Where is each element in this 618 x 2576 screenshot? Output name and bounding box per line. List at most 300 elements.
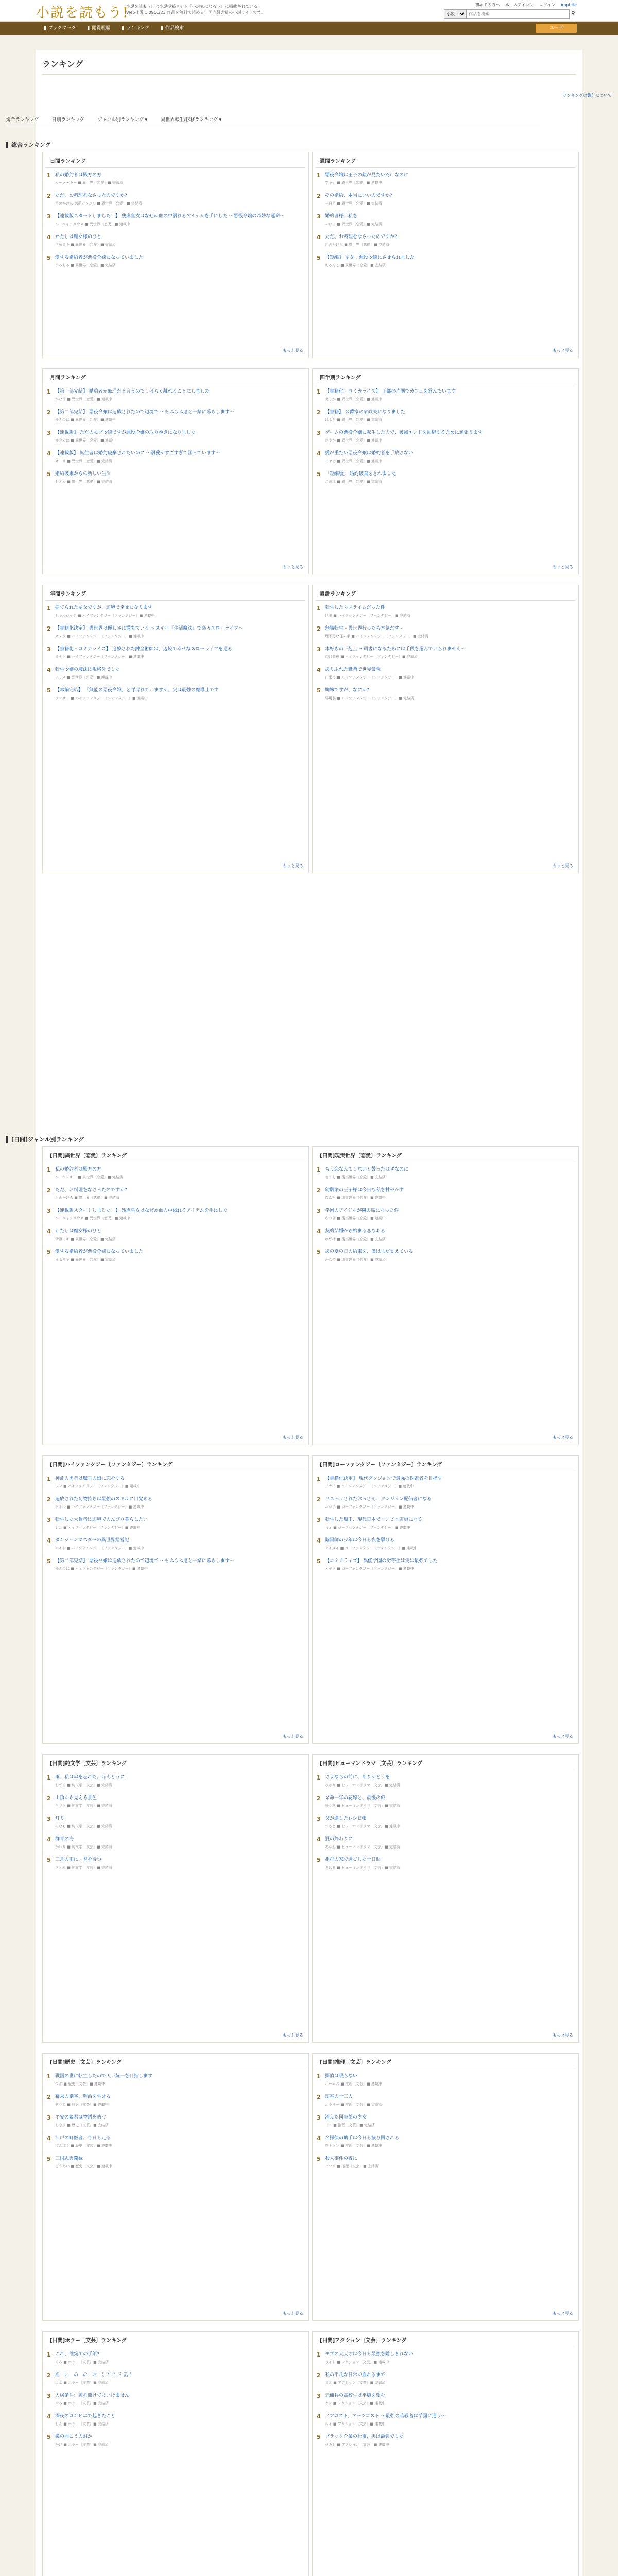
novel-title-link[interactable]: 【書籍化・コミカライズ】 追放された錬金術師は、辺境で幸せなスローライフを送る (55, 647, 232, 652)
top-link-1[interactable]: ホームアイコン (505, 3, 534, 7)
list-item (47, 1476, 304, 1489)
list-item (47, 1166, 304, 1180)
novel-meta: まるちゃ ■ 異世界〔恋愛〕■ 完結済 (55, 1258, 116, 1262)
ranking-list (43, 1471, 308, 1571)
novel-meta: ひなた ■ 現実世界〔恋愛〕■ 連載中 (325, 1196, 386, 1200)
novel-meta: ちゃんこ ■ 異世界〔恋愛〕■ 完結済 (325, 263, 386, 267)
list-item (317, 1795, 574, 1808)
novel-title-link[interactable]: 【連載版】 ただのモブ令嬢ですが悪役令嬢の取り巻きになりました (55, 430, 196, 435)
novel-meta: ゴロウ ■ ローファンタジー〔ファンタジー〕■ 連載中 (325, 1505, 414, 1509)
novel-title-link[interactable]: 鏡の向こうの誰か (55, 2434, 93, 2439)
rank-number: 3 (317, 1816, 321, 1822)
list-item (317, 388, 574, 402)
list-item (47, 2372, 304, 2385)
nav-label: ブックマーク (48, 26, 76, 31)
nav-search[interactable] (161, 22, 184, 35)
list-item (317, 234, 574, 247)
novel-title-link[interactable]: 捨てられた聖女ですが、辺境で幸せになります (55, 605, 153, 611)
novel-title-link[interactable]: 江戸の町医者、今日も走る (55, 2136, 111, 2141)
rank-number: 1 (47, 1166, 51, 1173)
novel-meta: かなで ■ 現実世界〔恋愛〕■ 完結済 (325, 1258, 386, 1262)
novel-title-link[interactable]: 私の婚約者は殿方の方 (55, 173, 102, 178)
ranking-box-title: 月間ランキング (46, 369, 305, 384)
novel-title-link[interactable]: 幕末の剣客、明治を生きる (55, 2094, 111, 2099)
novel-meta: ルーニャシリウス ■ 異世界〔恋愛〕■ 連載中 (55, 222, 130, 226)
ranking-box-title: [日間]ホラー〔文芸〕ランキング (46, 2332, 305, 2347)
rank-number: 5 (47, 471, 51, 478)
novel-meta: 馬場翁 ■ ハイファンタジー〔ファンタジー〕■ 完結済 (325, 696, 414, 700)
list-item (317, 1857, 574, 1870)
ranking-box (42, 1754, 309, 2043)
novel-title-link[interactable]: 【第二部完結】 悪役令嬢は追放されたので辺境で 〜もふもふ達と一緒に暮らします〜 (55, 410, 234, 415)
more-link[interactable]: もっと見る (553, 1734, 573, 1739)
ranking-list (43, 1770, 308, 1870)
novel-title-link[interactable]: さよならの前に、ありがとうを (325, 1775, 390, 1780)
novel-title-link[interactable]: 愛する婚約者が悪役令嬢になっていました (55, 1249, 144, 1255)
history-icon: ▮ (87, 26, 90, 31)
novel-title-link[interactable]: 父が遺したレシピ帳 (325, 1816, 367, 1821)
list-item (317, 1166, 574, 1180)
list-item (317, 213, 574, 227)
rank-number: 2 (47, 193, 51, 199)
rank-number: 4 (47, 667, 51, 673)
novel-title-link[interactable]: 【コミカライズ】 異能学園の劣等生は実は最強でした (325, 1558, 438, 1564)
nav-label: 閲覧履歴 (92, 26, 111, 31)
novel-title-link[interactable]: わたしは魔女様のひと (55, 1229, 102, 1234)
ranking-list (43, 384, 308, 484)
list-item (317, 646, 574, 659)
novel-title-link[interactable]: 余命一年の花嫁と、最後の旅 (325, 1795, 386, 1801)
novel-title-link[interactable]: ただ、お料理をなさったのですか? (325, 234, 397, 240)
rank-number: 2 (47, 2372, 51, 2379)
list-item (317, 667, 574, 680)
list-item (47, 687, 304, 701)
novel-meta: ゆきのは ■ ハイファンタジー〔ファンタジー〕■ 連載中 (55, 1567, 148, 1571)
page-title: ランキング (42, 59, 83, 69)
list-item (47, 213, 304, 227)
novel-meta: さとみ ■ 純文学〔文芸〕■ 完結済 (55, 1866, 112, 1870)
novel-title-link[interactable]: 元傭兵の高校生は平穏を望む (325, 2393, 386, 2398)
rank-number: 2 (47, 1187, 51, 1194)
list-item (317, 1476, 574, 1489)
ranking-box (312, 585, 579, 873)
ranking-box-title: [日間]異世界〔恋愛〕ランキング (46, 1147, 305, 1162)
novel-title-link[interactable]: 【連載版】 転生者は婚約破棄されたいのに 〜溺愛がすごすぎて困っています〜 (55, 451, 220, 456)
novel-meta: しずく ■ 純文学〔文芸〕■ 完結済 (55, 1783, 112, 1787)
novel-meta: かいり ■ 純文学〔文芸〕■ 完結済 (55, 1845, 112, 1849)
rank-number: 2 (47, 409, 51, 416)
novel-title-link[interactable]: 婚約者様、私を (325, 214, 358, 219)
list-item (47, 1774, 304, 1788)
menu-item-daily[interactable]: 日別ランキング (52, 117, 84, 123)
list-item (47, 1857, 304, 1870)
novel-title-link[interactable]: ゲームの悪役令嬢に転生したので、破滅エンドを回避するために頑張ります (325, 430, 483, 435)
novel-title-link[interactable]: 本好きの下剋上 〜司書になるためには手段を選んでいられません〜 (325, 647, 466, 652)
rank-number: 5 (47, 1857, 51, 1863)
rank-number: 2 (317, 1795, 321, 1802)
novel-title-link[interactable]: ブラック企業の社畜、実は最強でした (325, 2434, 404, 2439)
novel-title-link[interactable]: 名探偵の助手は今日も振り回される (325, 2136, 400, 2141)
top-link-2[interactable]: ログイン (539, 3, 556, 7)
more-link[interactable]: もっと見る (283, 2311, 303, 2316)
rank-number: 1 (317, 1774, 321, 1781)
more-link[interactable]: もっと見る (283, 348, 303, 353)
ranking-box-title: 週間ランキング (316, 152, 575, 168)
list-item (47, 450, 304, 464)
novel-meta: アオイ ■ ローファンタジー〔ファンタジー〕■ 連載中 (325, 1484, 414, 1488)
menu-item-overall[interactable]: 総合ランキング (6, 117, 39, 123)
novel-meta: アキナ ■ 異世界〔恋愛〕■ 連載中 (325, 181, 382, 185)
novel-meta: ゆきのは ■ 異世界〔恋愛〕■ 連載中 (55, 418, 116, 422)
novel-meta: ミナト ■ ハイファンタジー〔ファンタジー〕■ 連載中 (55, 655, 144, 659)
ranking-box (42, 585, 309, 873)
novel-title-link[interactable]: 戦国の世に転生したので天下統一を目指します (55, 2074, 153, 2079)
list-item (317, 471, 574, 484)
title-divider (42, 74, 576, 75)
novel-title-link[interactable]: 転生令嬢の魔法は規格外でした (55, 667, 121, 672)
novel-title-link[interactable]: 追放された荷物持ちは最強のスキルに目覚める (55, 1497, 152, 1502)
novel-title-link[interactable]: 【書籍】 公爵家の家政夫になりました (325, 410, 405, 415)
ranking-list (313, 384, 578, 484)
novel-title-link[interactable]: 陰陽師の少年は今日も夜を駆ける (325, 1538, 395, 1543)
novel-title-link[interactable]: 愛が重たい悪役令嬢は婚約者を手放さない (325, 451, 414, 456)
novel-title-link[interactable]: 転生したらスライムだった件 (325, 605, 385, 611)
nav-ranking[interactable] (122, 22, 149, 35)
rank-number: 2 (317, 2372, 321, 2379)
ranking-list (43, 2069, 308, 2169)
novel-title-link[interactable]: その婚約、本当にいいのですか? (325, 193, 392, 198)
novel-title-link[interactable]: あの夏の日の約束を、僕はまだ覚えている (325, 1249, 414, 1255)
rank-number: 1 (317, 1166, 321, 1173)
ranking-list (43, 2347, 308, 2447)
site-logo[interactable]: 小説を読もう! (36, 5, 129, 21)
novel-title-link[interactable]: 【書籍化決定】 異世界は優しさに満ちている 〜スキル『生活魔法』で楽々スローライフ〜 (55, 626, 244, 631)
list-item (317, 450, 574, 464)
novel-meta: 香月美夜 ■ ハイファンタジー〔ファンタジー〕■ 完結済 (325, 655, 418, 659)
list-item (47, 1187, 304, 1200)
novel-meta: ゆずは ■ 現実世界〔恋愛〕■ 完結済 (325, 1237, 386, 1241)
novel-title-link[interactable]: 【第二部完結】 悪役令嬢は追放されたので辺境で 〜もふもふ達と一緒に暮らします〜 (55, 1558, 234, 1564)
novel-title-link[interactable]: ありふれた職業で世界最強 (325, 667, 381, 672)
novel-title-link[interactable]: 蜘蛛ですが、なにか? (325, 688, 369, 693)
list-item (47, 1795, 304, 1808)
ranking-box-title: [日間]歴史〔文芸〕ランキング (46, 2054, 305, 2069)
list-item (47, 1816, 304, 1829)
search-input[interactable] (467, 9, 570, 19)
rank-number: 3 (47, 1816, 51, 1822)
list-item (47, 2094, 304, 2107)
rank-number: 1 (317, 2073, 321, 2080)
novel-title-link[interactable]: 山頂から見える景色 (55, 1795, 97, 1801)
rank-number: 1 (317, 1476, 321, 1482)
top-link-sub[interactable]: Apptitle (560, 3, 577, 7)
list-item (47, 646, 304, 659)
novel-title-link[interactable]: これ、誰宛ての手紙? (55, 2352, 100, 2357)
rank-number: 5 (47, 2156, 51, 2162)
novel-meta: オーリ ■ 異世界〔恋愛〕■ 完結済 (55, 459, 112, 463)
ranking-box (312, 2053, 579, 2321)
novel-meta: 白米良 ■ ハイファンタジー〔ファンタジー〕■ 連載中 (325, 675, 414, 680)
rank-number: 1 (317, 172, 321, 179)
novel-meta: ルーニャシリウス ■ 異世界〔恋愛〕■ 連載中 (55, 1216, 130, 1221)
novel-title-link[interactable]: 【本編完結】 「無能の悪役令嬢」と呼ばれていますが、実は最強の魔導士です (55, 688, 219, 693)
list-item (47, 1496, 304, 1510)
novel-title-link[interactable]: わたしは魔女様のひと (55, 234, 102, 240)
novel-title-link[interactable]: 群青の海 (55, 1837, 74, 1842)
novel-title-link[interactable]: リストラされたおっさん、ダンジョン配信者になる (325, 1497, 432, 1502)
novel-title-link[interactable]: 転生した魔王、現代日本でコンビニ店員になる (325, 1517, 423, 1522)
novel-title-link[interactable]: 【短編】 聖女、悪役令嬢にさせられました (325, 255, 415, 260)
ranking-box (312, 1146, 579, 1445)
list-item (47, 2393, 304, 2406)
rank-number: 3 (317, 430, 321, 436)
list-item (317, 1228, 574, 1242)
rank-number: 4 (317, 1836, 321, 1843)
novel-title-link[interactable]: 【連載版スタートしました！】 残虐皇女はなぜか血の中溺れるアイテムを手にした (55, 1208, 228, 1213)
novel-meta: ミヤビ ■ 異世界〔恋愛〕■ 連載中 (325, 459, 382, 463)
novel-meta: カイト ■ ハイファンタジー〔ファンタジー〕■ 連載中 (55, 1546, 144, 1550)
list-item (317, 193, 574, 206)
ranking-box-title: 累計ランキング (316, 585, 575, 601)
ranking-list (313, 1471, 578, 1571)
rank-number: 3 (47, 2114, 51, 2121)
novel-meta: こうめい ■ 歴史〔文芸〕■ 連載中 (55, 2164, 112, 2168)
more-link[interactable]: もっと見る (553, 2033, 573, 2038)
list-item (317, 1496, 574, 1510)
novel-title-link[interactable]: 殺人事件の夜に (325, 2156, 358, 2161)
more-link[interactable]: もっと見る (553, 863, 573, 868)
novel-title-link[interactable]: 「短編版」 婚約破棄をされました (325, 471, 396, 477)
novel-title-link[interactable]: ダンジョンマスターの異世界経営記 (55, 1538, 129, 1543)
novel-title-link[interactable]: 入居条件：窓を開けてはいけません (55, 2393, 130, 2398)
list-item (47, 234, 304, 247)
rank-number: 5 (47, 255, 51, 261)
novel-meta: しきぶ ■ 歴史〔文芸〕■ 完結済 (55, 2123, 109, 2127)
novel-meta: シエル ■ 異世界〔恋愛〕■ 完結済 (55, 480, 112, 484)
ranking-box (312, 2331, 579, 2576)
rank-number: 5 (317, 471, 321, 478)
user-home-button[interactable]: ユーザ (536, 24, 577, 33)
rank-number: 2 (317, 625, 321, 632)
ranking-list (43, 1162, 308, 1262)
ranking-box-title: [日間]純文学〔文芸〕ランキング (46, 1755, 305, 1770)
novel-title-link[interactable]: 私の婚約者は殿方の方 (55, 1167, 102, 1172)
more-link[interactable]: もっと見る (283, 2033, 303, 2038)
more-link[interactable]: もっと見る (553, 2311, 573, 2316)
list-item (47, 1228, 304, 1242)
list-item (317, 2114, 574, 2128)
novel-title-link[interactable]: 【第一部完結】 婚約者が無理だと言うのでしばらく離れることにしました (55, 389, 210, 394)
rank-number: 3 (47, 646, 51, 653)
novel-title-link[interactable]: 無職転生 - 異世界行ったら本気だす - (325, 626, 403, 631)
top-link-0[interactable]: 初めての方へ (475, 3, 500, 7)
nav-label: 作品検索 (165, 26, 184, 31)
rank-number: 4 (47, 2413, 51, 2420)
rank-number: 3 (47, 1208, 51, 1214)
ranking-box (312, 1455, 579, 1744)
list-item (47, 1558, 304, 1571)
site-tagline (126, 4, 265, 16)
novel-meta: ランサー ■ ハイファンタジー〔ファンタジー〕■ 連載中 (55, 696, 148, 700)
rank-number: 4 (47, 1537, 51, 1544)
novel-meta: 月のかけら 恋愛ジャンル ■ 異世界〔恋愛〕■ 完結済 (55, 201, 142, 206)
rank-number: 3 (47, 213, 51, 220)
novel-meta: やみ ■ ホラー〔文芸〕■ 完結済 (55, 2401, 109, 2405)
rank-number: 1 (47, 388, 51, 395)
list-item (317, 430, 574, 443)
novel-title-link[interactable]: 幼馴染の王子様は今日も私を甘やかす (325, 1188, 404, 1193)
rank-number: 1 (317, 605, 321, 612)
novel-title-link[interactable]: もう恋なんてしないと誓ったはずなのに (325, 1167, 409, 1172)
list-item (317, 2372, 574, 2385)
novel-title-link[interactable]: 【書籍化・コミカライズ】 王都の片隅でカフェを営んでいます (325, 389, 456, 394)
novel-title-link[interactable]: 平安の姫君は物語を紡ぐ (55, 2115, 107, 2120)
rank-number: 5 (317, 1249, 321, 1256)
list-item (47, 255, 304, 268)
novel-title-link[interactable]: 悪役令嬢は王子の顔が見たいだけなのに (325, 173, 409, 178)
list-item (47, 409, 304, 422)
novel-meta: みいる ■ 異世界〔恋愛〕■ 完結済 (325, 222, 382, 226)
rank-number: 4 (317, 1228, 321, 1235)
novel-title-link[interactable]: ただ、お料理をなさったのですか? (55, 1188, 127, 1193)
novel-title-link[interactable]: 三月の雨に、君を待つ (55, 1857, 102, 1862)
list-item (317, 1208, 574, 1221)
list-item (317, 2073, 574, 2087)
novel-meta: ミス ■ 推理〔文芸〕■ 完結済 (325, 2123, 375, 2127)
novel-title-link[interactable]: 密室の十三人 (325, 2094, 353, 2099)
novel-title-link[interactable]: 婚約破棄からの新しい生活 (55, 471, 111, 477)
ranking-list (313, 2347, 578, 2447)
novel-title-link[interactable]: あ い の の お （ ２ ２ ３ 話 ） (55, 2372, 134, 2378)
novel-meta: よる ■ ホラー〔文芸〕■ 完結済 (55, 2381, 109, 2385)
novel-meta: なつき ■ 現実世界〔恋愛〕■ 連載中 (325, 1216, 386, 1221)
novel-meta: このは ■ 異世界〔恋愛〕■ 完結済 (325, 480, 382, 484)
novel-title-link[interactable]: 探偵は眠らない (325, 2074, 358, 2079)
more-link[interactable]: もっと見る (553, 565, 573, 569)
rank-number: 5 (317, 1558, 321, 1565)
rank-number: 5 (47, 1249, 51, 1256)
novel-meta: レン ■ ハイファンタジー〔ファンタジー〕■ 連載中 (55, 1526, 141, 1530)
rank-number: 4 (47, 450, 51, 457)
novel-title-link[interactable]: 消えた図書館の少女 (325, 2115, 367, 2120)
nav-bookmark[interactable] (44, 22, 76, 35)
rank-number: 5 (47, 687, 51, 694)
novel-title-link[interactable]: 【連載版スタートしました！】 残虐皇女はなぜか血の中溺れるアイテムを手にした 〜悪役令嬢の奇妙な運命〜 (55, 214, 285, 219)
list-item (47, 2434, 304, 2447)
rank-number: 3 (317, 646, 321, 653)
rank-number: 4 (317, 2135, 321, 2142)
section-overall-heading: 総合ランキング (6, 142, 51, 148)
ranking-box-title: 日間ランキング (46, 152, 305, 168)
novel-title-link[interactable]: 三国志異聞録 (55, 2156, 83, 2161)
novel-title-link[interactable]: 祖母の家で過ごした十日間 (325, 1857, 381, 1862)
ranking-box (42, 2331, 309, 2576)
rank-number: 3 (317, 1208, 321, 1214)
rank-number: 2 (47, 1795, 51, 1802)
novel-title-link[interactable]: 【書籍化決定】 現代ダンジョンで最強の探索者を目指す (325, 1476, 442, 1481)
rank-number: 3 (317, 2114, 321, 2121)
novel-meta: 月のかけら ■ 異世界〔恋愛〕■ 完結済 (55, 1196, 119, 1200)
novel-title-link[interactable]: モブの大天才は今日も最強を隠しきれない (325, 2352, 414, 2357)
rank-number: 4 (47, 1228, 51, 1235)
novel-meta: エラリー ■ 推理〔文芸〕■ 完結済 (325, 2103, 382, 2107)
novel-title-link[interactable]: 神託の勇者は魔王の娘に恋をする (55, 1476, 125, 1481)
search-type-select[interactable] (444, 9, 467, 19)
rank-number: 1 (47, 2351, 51, 2358)
novel-meta: レイ ■ アクション〔文芸〕■ 連載中 (325, 2422, 386, 2426)
menu-item-genre[interactable]: ジャンル別ランキング ▾ (97, 117, 148, 123)
more-link[interactable]: もっと見る (283, 565, 303, 569)
nav-history[interactable] (87, 22, 110, 35)
novel-meta: アリス ■ 異世界〔恋愛〕■ 連載中 (55, 675, 112, 680)
list-item (317, 1187, 574, 1200)
novel-title-link[interactable]: ただ、お料理をなさったのですか? (55, 193, 127, 198)
list-item (317, 1249, 574, 1262)
more-link[interactable]: もっと見る (553, 348, 573, 353)
rank-number: 1 (317, 388, 321, 395)
novel-meta: げんぱく ■ 歴史〔文芸〕■ 連載中 (55, 2144, 112, 2148)
list-item (317, 409, 574, 422)
novel-meta: タカシ ■ アクション〔文芸〕■ 連載中 (325, 2443, 389, 2447)
rank-number: 5 (47, 2434, 51, 2441)
novel-title-link[interactable]: 学園のアイドルが隣の席になった件 (325, 1208, 399, 1213)
top-header (0, 0, 618, 22)
novel-title-link[interactable]: 愛する婚約者が悪役令嬢になっていました (55, 255, 144, 260)
novel-meta: 伊藤ミキ ■ 異世界〔恋愛〕■ 完結済 (55, 243, 116, 247)
novel-title-link[interactable]: ノアコスト、アーツコスト 〜最強の暗殺者は学園に通う〜 (325, 2414, 446, 2419)
section-genre-heading: [日間]ジャンル別ランキング (6, 1136, 84, 1143)
novel-meta: トオル ■ ハイファンタジー〔ファンタジー〕■ 連載中 (55, 1505, 144, 1509)
ranking-box (42, 1146, 309, 1445)
novel-title-link[interactable]: 転生した大賢者は辺境でのんびり暮らしたい (55, 1517, 148, 1522)
list-item (47, 1249, 304, 1262)
list-item (47, 2073, 304, 2087)
menu-item-isekai[interactable]: 異世界転生/転移ランキング ▾ (161, 117, 222, 123)
rank-number: 2 (317, 409, 321, 416)
novel-meta: まさと ■ ヒューマンドラマ〔文芸〕■ 連載中 (325, 1824, 400, 1828)
list-item (317, 1836, 574, 1850)
novel-meta: 伏瀬 ■ ハイファンタジー〔ファンタジー〕■ 完結済 (325, 614, 410, 618)
novel-title-link[interactable]: 夏の終わりに (325, 1837, 353, 1842)
novel-title-link[interactable]: 雨、私は傘を忘れた。ほんとうに (55, 1775, 125, 1780)
search-icon[interactable]: ⚲ (571, 11, 575, 16)
novel-meta: ケン ■ アクション〔文芸〕■ 連載中 (325, 2401, 386, 2405)
novel-title-link[interactable]: 契約結婚から始まる恋もある (325, 1229, 386, 1234)
more-link[interactable]: もっと見る (283, 863, 303, 868)
nav-label: ランキング (126, 26, 149, 31)
list-item (317, 1816, 574, 1829)
tagline-line-2: Web小説 1,090,323 作品を無料で読める！国内最大級の小説サイトです。 (126, 10, 266, 15)
rank-number: 2 (47, 625, 51, 632)
novel-title-link[interactable]: 深夜のコンビニで起きたこと (55, 2414, 116, 2419)
more-link[interactable]: もっと見る (283, 1435, 303, 1440)
list-item (317, 687, 574, 701)
novel-meta: 理不尽な孫の手 ■ ハイファンタジー〔ファンタジー〕■ 完結済 (325, 634, 428, 638)
rank-number: 4 (317, 234, 321, 241)
top-links (471, 2, 577, 8)
ranking-about-link[interactable]: ランキングの集計について (562, 93, 612, 98)
more-link[interactable]: もっと見る (553, 1435, 573, 1440)
list-item (47, 2351, 304, 2365)
novel-title-link[interactable]: 灯り (55, 1816, 65, 1821)
rank-number: 5 (317, 1857, 321, 1863)
novel-title-link[interactable]: 私の平凡な日常が崩れるまで (325, 2372, 386, 2378)
more-link[interactable]: もっと見る (283, 1734, 303, 1739)
list-item (317, 2434, 574, 2447)
list-item (317, 1517, 574, 1530)
ranking-box (312, 1754, 579, 2043)
list-item (47, 2156, 304, 2169)
